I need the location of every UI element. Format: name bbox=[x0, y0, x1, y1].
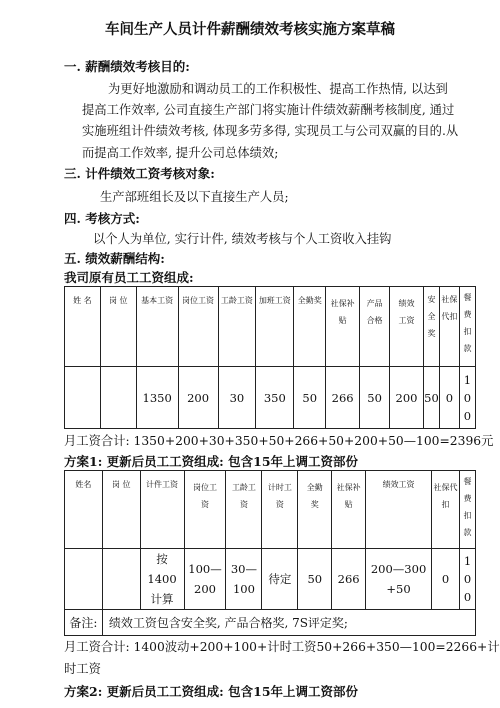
t2-performance-pay: 200—300+50 bbox=[370, 562, 427, 596]
t1-position-salary: 200 bbox=[178, 367, 218, 429]
t1-header-performance-pay: 绩效工资 bbox=[398, 299, 415, 325]
t1-header-seniority-pay: 工龄工资 bbox=[218, 287, 256, 367]
t2-position-salary-cell bbox=[184, 549, 226, 610]
t2-header-social-subsidy-cell bbox=[332, 471, 366, 549]
t1-header-position-salary: 岗位工资 bbox=[178, 287, 218, 367]
t2-header-position-salary: 岗位工资 bbox=[193, 483, 217, 509]
t2-header-meal-deduction-cell bbox=[460, 471, 476, 549]
t2-hourly-pay: 待定 bbox=[262, 549, 298, 610]
section-5-heading: 五. 绩效薪酬结构: bbox=[64, 251, 165, 266]
t2-header-attendance-bonus-cell bbox=[298, 471, 332, 549]
t1-header-social-subsidy-cell bbox=[326, 287, 360, 367]
table-2-value-row bbox=[65, 549, 476, 610]
t1-header-social-deduction-cell bbox=[439, 287, 459, 367]
table-1-caption: 我司原有员工工资组成: bbox=[64, 270, 194, 285]
t1-meal-deduction: 100 bbox=[463, 372, 472, 423]
t1-header-safety-bonus: 安全奖 bbox=[427, 295, 436, 338]
t1-header-social-subsidy: 社保补贴 bbox=[330, 299, 355, 325]
document-title: 车间生产人员计件薪酬绩效考核实施方案草稿 bbox=[105, 21, 395, 38]
t2-header-performance-pay: 绩效工资 bbox=[366, 471, 432, 549]
table-2-note-row bbox=[65, 610, 476, 636]
t2-header-seniority-pay-cell bbox=[226, 471, 262, 549]
t2-header-hourly-pay-cell bbox=[262, 471, 298, 549]
plan-1-salary-table bbox=[64, 470, 476, 636]
t1-safety-bonus: 50 bbox=[423, 367, 439, 429]
total-1: 月工资合计: 1350+200+30+350+50+266+50+200+50—100=2396元 bbox=[64, 434, 494, 448]
t1-header-base-salary: 基本工资 bbox=[136, 287, 178, 367]
section-3-heading: 三. 计件绩效工资考核对象: bbox=[64, 166, 215, 181]
section-1-heading: 一. 薪酬绩效考核目的: bbox=[64, 59, 190, 74]
t2-piece-rate-pay-cell bbox=[140, 549, 184, 610]
t2-meal-deduction-cell bbox=[460, 549, 476, 610]
table-2-header-row bbox=[65, 471, 476, 549]
t1-header-product-qualified-cell bbox=[360, 287, 390, 367]
t1-social-deduction: 0 bbox=[439, 367, 459, 429]
section-4-heading: 四. 考核方式: bbox=[64, 211, 140, 226]
t1-header-meal-deduction: 餐费扣款 bbox=[463, 293, 472, 353]
t1-base-salary: 1350 bbox=[136, 367, 178, 429]
t2-performance-pay-cell bbox=[366, 549, 432, 610]
total-2-line-1: 月工资合计: 1400波动+200+100+计时工资50+266+350—100=2266+计 bbox=[64, 640, 500, 654]
t1-product-qualified: 50 bbox=[360, 367, 390, 429]
t2-note-label: 备注: bbox=[65, 610, 103, 636]
t2-header-social-deduction-cell bbox=[432, 471, 460, 549]
t1-social-subsidy: 266 bbox=[326, 367, 360, 429]
section-1-line-3: 实施班组计件绩效考核, 体现多劳多得, 实现员工与公司双赢的目的.从 bbox=[82, 124, 459, 138]
t1-header-product-qualified: 产品合格 bbox=[366, 299, 383, 325]
t2-header-meal-deduction: 餐费扣款 bbox=[463, 477, 472, 537]
t2-position-salary: 100—200 bbox=[188, 562, 222, 596]
table-1-value-row bbox=[65, 367, 476, 429]
t2-position bbox=[102, 549, 140, 610]
original-salary-table bbox=[64, 286, 476, 429]
t2-header-attendance-bonus: 全勤奖 bbox=[306, 483, 323, 509]
t2-seniority-pay: 30—100 bbox=[230, 562, 257, 596]
t1-meal-deduction-cell bbox=[459, 367, 475, 429]
t1-position bbox=[100, 367, 136, 429]
t2-header-hourly-pay: 计时工资 bbox=[267, 483, 292, 509]
t1-seniority-pay: 30 bbox=[218, 367, 256, 429]
t1-header-overtime-pay: 加班工资 bbox=[256, 287, 294, 367]
t2-note-text: 绩效工资包含安全奖, 产品合格奖, 7S评定奖; bbox=[102, 610, 475, 636]
t2-piece-rate-pay: 按1400计算 bbox=[147, 552, 177, 606]
t1-attendance-bonus: 50 bbox=[294, 367, 326, 429]
t2-header-social-subsidy: 社保补贴 bbox=[336, 483, 361, 509]
t2-social-subsidy: 266 bbox=[332, 549, 366, 610]
t1-header-social-deduction: 社保代扣 bbox=[441, 295, 458, 321]
t2-header-name: 姓名 bbox=[65, 471, 103, 549]
plan-1-caption: 方案1: 更新后员工工资组成: 包含15年上调工资部份 bbox=[64, 454, 359, 469]
t1-header-performance-pay-cell bbox=[390, 287, 424, 367]
t2-header-position-salary-cell bbox=[184, 471, 226, 549]
t2-header-social-deduction: 社保代扣 bbox=[433, 483, 458, 509]
t2-name bbox=[65, 549, 103, 610]
t1-header-meal-deduction-cell bbox=[459, 287, 475, 367]
t1-header-attendance-bonus: 全勤奖 bbox=[294, 287, 326, 367]
t1-name bbox=[65, 367, 101, 429]
t2-seniority-pay-cell bbox=[226, 549, 262, 610]
section-1-line-1: 为更好地激励和调动员工的工作积极性、提高工作热情, 以达到 bbox=[108, 82, 448, 96]
t1-overtime-pay: 350 bbox=[256, 367, 294, 429]
t2-header-piece-rate-pay: 计件工资 bbox=[140, 471, 184, 549]
t1-header-name: 姓 名 bbox=[65, 287, 101, 367]
section-1-line-2: 提高工作效率, 公司直接生产部门将实施计件绩效薪酬考核制度, 通过 bbox=[82, 103, 455, 117]
t2-attendance-bonus: 50 bbox=[298, 549, 332, 610]
t2-meal-deduction: 100 bbox=[463, 554, 472, 604]
t1-performance-pay: 200 bbox=[390, 367, 424, 429]
t1-header-safety-bonus-cell bbox=[423, 287, 439, 367]
total-2-line-2: 时工资 bbox=[64, 662, 101, 676]
table-1-header-row bbox=[65, 287, 476, 367]
section-4-text: 以个人为单位, 实行计件, 绩效考核与个人工资收入挂钩 bbox=[93, 232, 392, 246]
t2-header-seniority-pay: 工龄工资 bbox=[231, 483, 256, 509]
section-1-line-4: 而提高工作效率, 提升公司总体绩效; bbox=[82, 146, 279, 160]
t2-header-position: 岗 位 bbox=[102, 471, 140, 549]
t1-header-position: 岗 位 bbox=[100, 287, 136, 367]
t2-social-deduction: 0 bbox=[432, 549, 460, 610]
section-3-text: 生产部班组长及以下直接生产人员; bbox=[100, 190, 289, 204]
plan-2-caption: 方案2: 更新后员工工资组成: 包含15年上调工资部份 bbox=[64, 684, 359, 699]
